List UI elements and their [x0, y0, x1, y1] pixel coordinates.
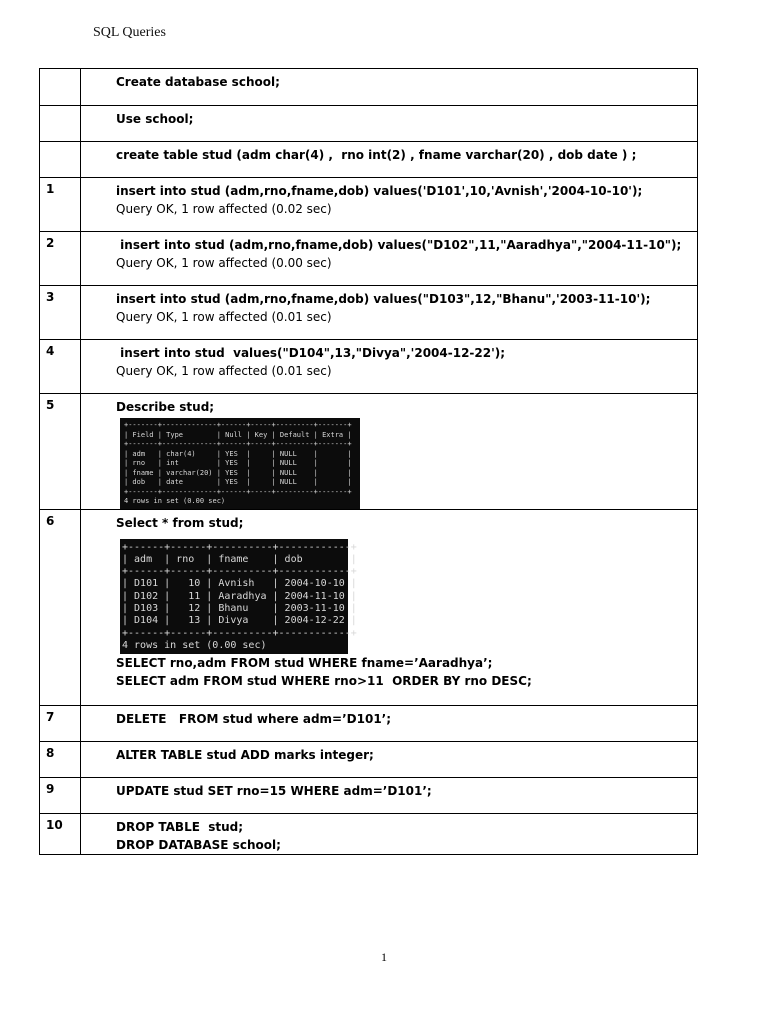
- describe-output-screenshot: [120, 418, 360, 509]
- table-row: [40, 741, 698, 777]
- terminal-line: | adm | char(4) | YES | | NULL | |: [124, 449, 352, 458]
- terminal-line: | D101 | 10 | Avnish | 2004-10-10 |: [122, 578, 357, 590]
- table-row: [40, 813, 698, 854]
- table-row: [40, 509, 698, 705]
- terminal-line: 4 rows in set (0.00 sec): [122, 639, 267, 651]
- page-number: 1: [381, 950, 387, 964]
- row-number: [40, 69, 81, 106]
- row-number: 1: [40, 178, 81, 232]
- table-row: [40, 705, 698, 741]
- terminal-line: | D102 | 11 | Aaradhya | 2004-11-10 |: [122, 590, 357, 602]
- row-number: 4: [40, 340, 81, 394]
- terminal-line: +------+------+----------+------------+: [122, 566, 357, 578]
- table-row: [40, 286, 698, 340]
- terminal-line: +-------+-------------+------+-----+---------+-------+: [124, 487, 352, 496]
- query-cell: [81, 232, 698, 286]
- query-cell: [81, 106, 698, 142]
- query-line: SELECT rno,adm FROM stud WHERE fname=’Aaradhya’;: [116, 656, 493, 671]
- query-cell: [81, 741, 698, 777]
- row-number: 8: [40, 741, 81, 777]
- terminal-line: 4 rows in set (0.00 sec): [124, 497, 226, 505]
- query-line: insert into stud values("D104",13,"Divya",'2004-12-22');: [116, 346, 506, 360]
- query-result-line: Query OK, 1 row affected (0.01 sec): [116, 364, 332, 378]
- query-cell: [81, 813, 698, 854]
- query-line: insert into stud (adm,rno,fname,dob) values('D101',10,'Avnish','2004-10-10');: [116, 184, 643, 198]
- sql-queries-table: [39, 68, 698, 855]
- table-row: [40, 340, 698, 394]
- query-cell: [81, 286, 698, 340]
- row-number: 2: [40, 232, 81, 286]
- terminal-line: | D103 | 12 | Bhanu | 2003-11-10 |: [122, 602, 357, 614]
- query-result-line: Query OK, 1 row affected (0.02 sec): [116, 202, 332, 216]
- query-line: Use school;: [116, 112, 194, 126]
- terminal-line: | dob | date | YES | | NULL | |: [124, 478, 352, 486]
- query-line: Select * from stud;: [116, 515, 244, 530]
- query-line: insert into stud (adm,rno,fname,dob) values("D103",12,"Bhanu",'2003-11-10');: [116, 292, 651, 306]
- query-line: ALTER TABLE stud ADD marks integer;: [116, 747, 374, 762]
- query-line: DELETE FROM stud where adm=’D101’;: [116, 711, 392, 726]
- table-row: [40, 777, 698, 813]
- table-row: [40, 106, 698, 142]
- row-number: 3: [40, 286, 81, 340]
- query-line: Describe stud;: [116, 400, 215, 414]
- table-row: [40, 142, 698, 178]
- query-result-line: Query OK, 1 row affected (0.01 sec): [116, 310, 332, 324]
- query-cell: [81, 69, 698, 106]
- terminal-line: +------+------+----------+------------+: [122, 541, 357, 553]
- terminal-line: | D104 | 13 | Divya | 2004-12-22 |: [122, 615, 357, 627]
- table-row: [40, 232, 698, 286]
- page-header-title: SQL Queries: [93, 25, 166, 40]
- select-output-screenshot: [120, 539, 357, 655]
- query-line: SELECT adm FROM stud WHERE rno>11 ORDER BY rno DESC;: [116, 674, 532, 689]
- terminal-line: | Field | Type | Null | Key | Default | Extra |: [124, 430, 352, 439]
- terminal-line: | fname | varchar(20) | YES | | NULL | |: [124, 468, 352, 477]
- table-row: [40, 69, 698, 106]
- terminal-line: +-------+-------------+------+-----+---------+-------+: [124, 421, 352, 429]
- query-result-line: Query OK, 1 row affected (0.00 sec): [116, 256, 332, 270]
- row-number: [40, 142, 81, 178]
- query-line: Create database school;: [116, 75, 280, 89]
- query-cell: [81, 340, 698, 394]
- row-number: [40, 106, 81, 142]
- query-cell: [81, 509, 698, 705]
- row-number: 9: [40, 777, 81, 813]
- query-line: DROP DATABASE school;: [116, 837, 281, 852]
- query-cell: [81, 142, 698, 178]
- terminal-line: +------+------+----------+------------+: [122, 627, 357, 639]
- row-number: 6: [40, 509, 81, 705]
- query-cell: [81, 178, 698, 232]
- query-cell: [81, 705, 698, 741]
- query-line: UPDATE stud SET rno=15 WHERE adm=’D101’;: [116, 783, 432, 798]
- row-number: 5: [40, 394, 81, 510]
- row-number: 7: [40, 705, 81, 741]
- terminal-line: | rno | int | YES | | NULL | |: [124, 459, 352, 467]
- query-cell: [81, 777, 698, 813]
- query-line: DROP TABLE stud;: [116, 819, 244, 834]
- table-row: [40, 394, 698, 510]
- query-line: create table stud (adm char(4) , rno int(2) , fname varchar(20) , dob date ) ;: [116, 148, 637, 162]
- query-line: insert into stud (adm,rno,fname,dob) values("D102",11,"Aaradhya","2004-11-10");: [116, 238, 682, 252]
- query-cell: [81, 394, 698, 510]
- terminal-line: +-------+-------------+------+-----+---------+-------+: [124, 440, 352, 448]
- terminal-line: | adm | rno | fname | dob |: [122, 553, 357, 565]
- row-number: 10: [40, 813, 81, 854]
- table-row: [40, 178, 698, 232]
